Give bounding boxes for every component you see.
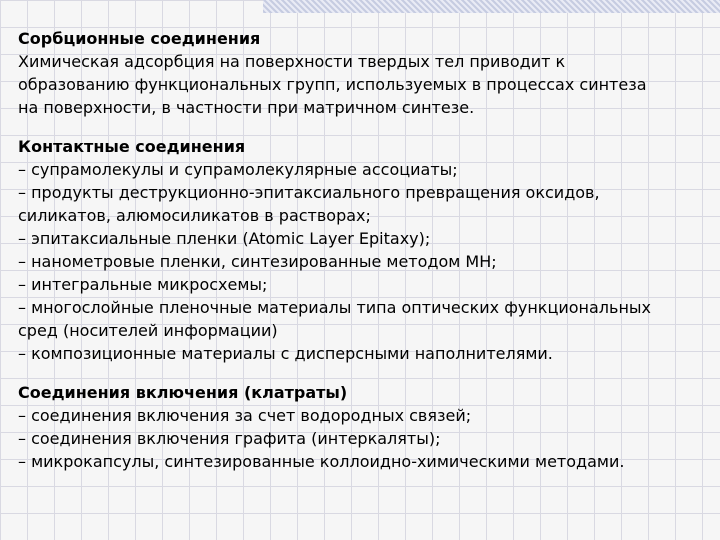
list-item: – продукты деструкционно-эпитаксиального превращения оксидов, xyxy=(18,183,600,202)
list-item: – эпитаксиальные пленки (Atomic Layer Epitaxy); xyxy=(18,229,431,248)
section-heading: Соединения включения (клатраты) xyxy=(18,383,348,402)
list-item: – соединения включения за счет водородных связей; xyxy=(18,406,472,425)
section-inclusion xyxy=(18,381,718,473)
text-line: образованию функциональных групп, используемых в процессах синтеза xyxy=(18,75,647,94)
list-item: сред (носителей информации) xyxy=(18,321,278,340)
section-sorption xyxy=(18,27,718,119)
list-item: – микрокапсулы, синтезированные коллоидно-химическими методами. xyxy=(18,452,625,471)
section-heading: Контактные соединения xyxy=(18,137,246,156)
list-item: – интегральные микросхемы; xyxy=(18,275,268,294)
section-contact xyxy=(18,135,718,365)
list-item: – нанометровые пленки, синтезированные методом МН; xyxy=(18,252,497,271)
slide-content xyxy=(18,27,718,489)
list-item: – многослойные пленочные материалы типа оптических функциональных xyxy=(18,298,652,317)
decorative-header-band xyxy=(263,0,720,13)
list-item: – композиционные материалы с дисперсными наполнителями. xyxy=(18,344,553,363)
list-item: – супрамолекулы и супрамолекулярные ассоциаты; xyxy=(18,160,458,179)
list-item: силикатов, алюмосиликатов в растворах; xyxy=(18,206,371,225)
section-heading: Сорбционные соединения xyxy=(18,29,261,48)
text-line: на поверхности, в частности при матричном синтезе. xyxy=(18,98,475,117)
list-item: – соединения включения графита (интеркаляты); xyxy=(18,429,441,448)
text-line: Химическая адсорбция на поверхности твердых тел приводит к xyxy=(18,52,566,71)
